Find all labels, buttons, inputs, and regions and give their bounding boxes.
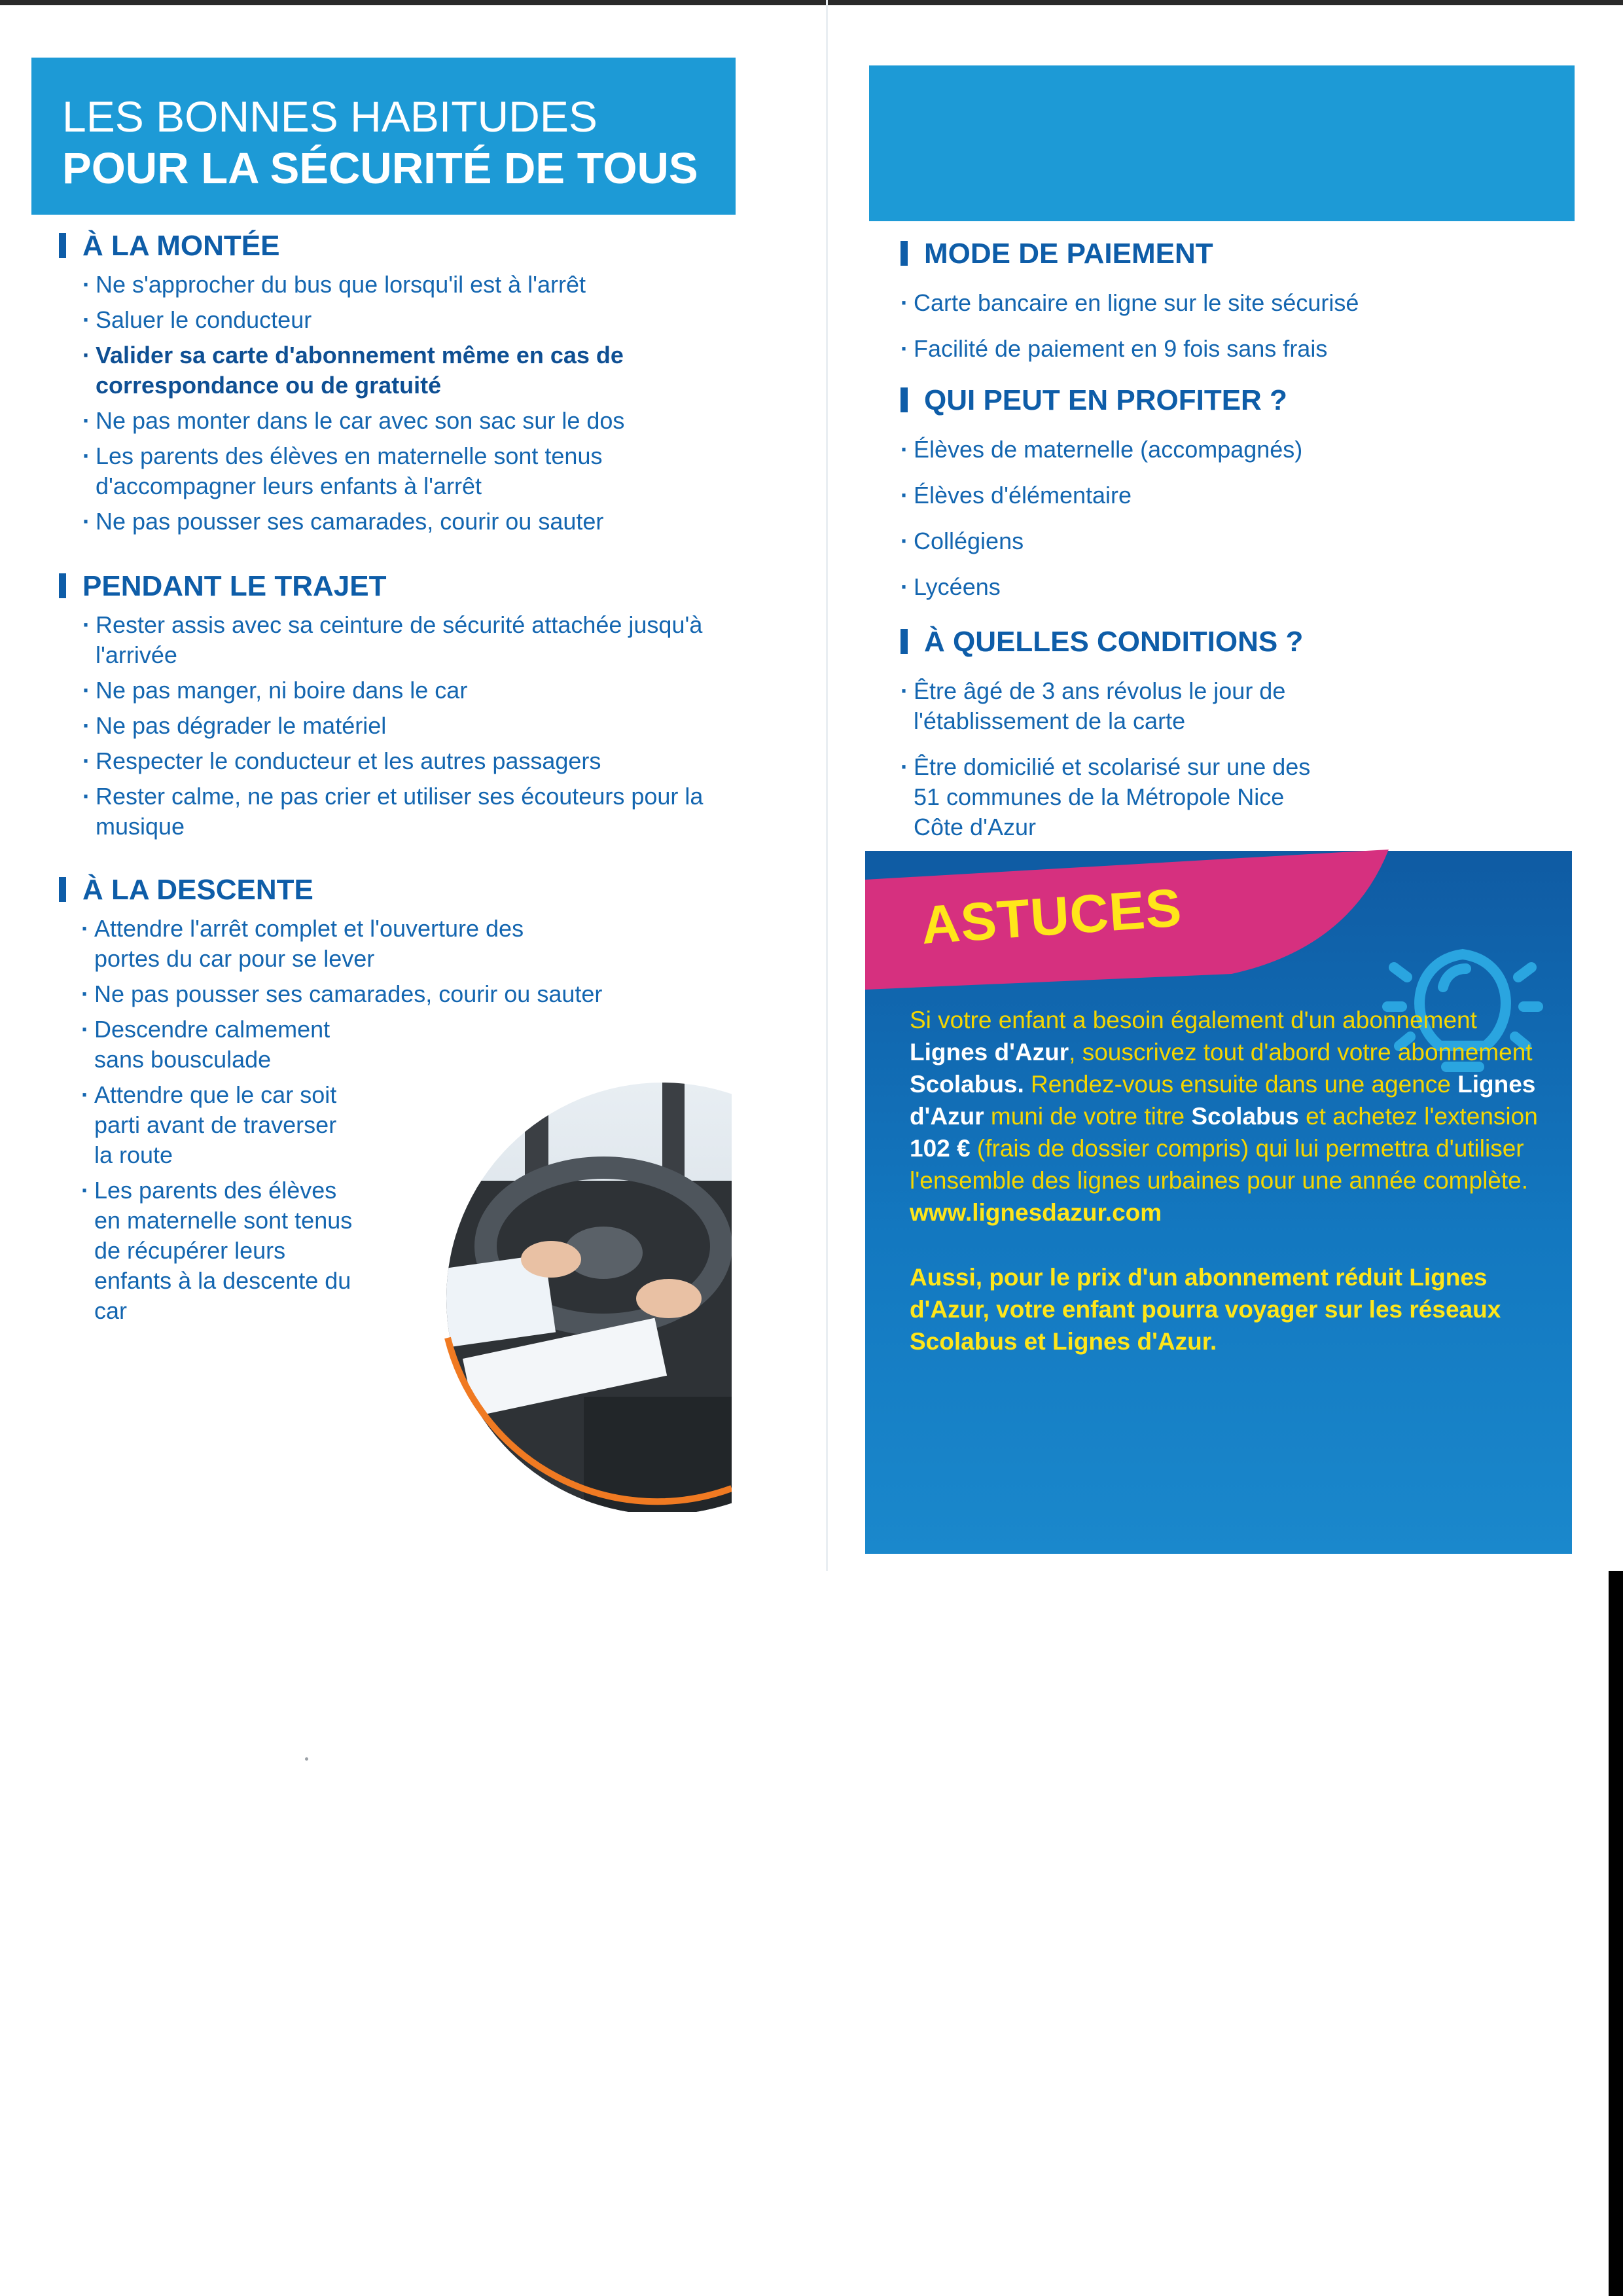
brand-name: Scolabus [1191, 1103, 1299, 1130]
right-header-banner [869, 65, 1575, 221]
list-item: · Facilité de paiement en 9 fois sans frais [901, 334, 1555, 364]
text: (frais de dossier compris) qui lui permettra d'utiliser l'ensemble des lignes urbaines pour une année complète. [910, 1135, 1529, 1194]
list-item: · Élèves de maternelle (accompagnés) [901, 435, 1555, 465]
list-item: · Valider sa carte d'abonnement même en cas de correspondance ou de gratuité [82, 340, 726, 401]
section-paiement [901, 236, 1555, 364]
section-title [901, 624, 1555, 660]
section-profiter [901, 382, 1555, 602]
text: , souscrivez tout d'abord votre abonnement [1069, 1039, 1533, 1066]
brand-name: Lignes d'Azur [910, 1039, 1069, 1066]
list-item: · Rester calme, ne pas crier et utiliser ses écouteurs pour la musique [82, 781, 726, 842]
section-bar [59, 573, 66, 598]
list-item: · Descendre calmement sans bousculade [81, 1014, 369, 1075]
website-link[interactable]: www.lignesdazur.com [910, 1199, 1162, 1226]
list-item: · Saluer le conducteur [82, 305, 726, 335]
price: 102 € [910, 1135, 971, 1162]
text: Si votre enfant a besoin également d'un abonnement [910, 1007, 1477, 1033]
section-trajet [59, 568, 726, 842]
section-title-text: À QUELLES CONDITIONS ? [924, 626, 1304, 658]
scan-speck [305, 1757, 308, 1761]
header-banner [31, 58, 736, 215]
astuces-paragraph-2: Aussi, pour le prix d'un abonnement réduit Lignes d'Azur, votre enfant pourra voyager sur les réseaux Scolabus et Lignes d'Azur. [910, 1264, 1501, 1355]
section-title [59, 872, 726, 908]
list-item: · Carte bancaire en ligne sur le site sécurisé [901, 288, 1555, 318]
section-title [59, 568, 726, 605]
list-item: · Ne pas manger, ni boire dans le car [82, 675, 726, 706]
list-item: · Ne pas pousser ses camarades, courir ou sauter [81, 979, 726, 1009]
list-item: · Élèves d'élémentaire [901, 480, 1555, 511]
header-line2: POUR LA SÉCURITÉ DE TOUS [62, 144, 698, 193]
list-item: · Respecter le conducteur et les autres passagers [82, 746, 726, 776]
scan-edge [1609, 1571, 1623, 2296]
text: muni de votre titre [984, 1103, 1192, 1130]
list-item: · Attendre que le car soit parti avant de traverser la route [81, 1080, 356, 1170]
list-item: · Ne pas monter dans le car avec son sac sur le dos [82, 406, 726, 436]
list-item: · Lycéens [901, 572, 1555, 602]
scan-top-edge [0, 0, 1623, 5]
list-item: · Collégiens [901, 526, 1555, 556]
section-title-text: À LA DESCENTE [82, 874, 313, 906]
bus-driver-illustration [387, 1083, 732, 1512]
section-title [901, 382, 1555, 419]
list-item: · Rester assis avec sa ceinture de sécurité attachée jusqu'à l'arrivée [82, 610, 726, 670]
list-item: · Ne pas dégrader le matériel [82, 711, 726, 741]
section-title [59, 228, 726, 264]
section-bar [901, 629, 908, 654]
header-line1: LES BONNES HABITUDES [62, 92, 597, 141]
list-item: · Ne s'approcher du bus que lorsqu'il est à l'arrêt [82, 270, 726, 300]
list-item: · Ne pas pousser ses camarades, courir ou sauter [82, 507, 726, 537]
astuces-title: ASTUCES [919, 878, 1184, 956]
section-title-text: À LA MONTÉE [82, 230, 280, 262]
section-bar [59, 877, 66, 902]
section-bar [901, 387, 908, 412]
section-title-text: PENDANT LE TRAJET [82, 570, 387, 602]
text: Rendez-vous ensuite dans une agence [1024, 1071, 1458, 1098]
fold-line [826, 0, 828, 1571]
list-item: · Les parents des élèves en maternelle sont tenus de récupérer leurs enfants à la descente du car [81, 1175, 369, 1326]
astuces-paragraph [910, 1004, 1538, 1229]
brand-name: Lignes d'Azur [910, 1071, 1536, 1130]
section-title-text: MODE DE PAIEMENT [924, 238, 1213, 270]
section-title-text: QUI PEUT EN PROFITER ? [924, 384, 1287, 416]
list-item: · Être âgé de 3 ans révolus le jour de l'établissement de la carte [901, 676, 1306, 736]
section-conditions [901, 624, 1555, 842]
list-item: · Être domicilié et scolarisé sur une des 51 communes de la Métropole Nice Côte d'Azur [901, 752, 1319, 842]
astuces-text [910, 1004, 1538, 1357]
brand-name: Scolabus. [910, 1071, 1024, 1098]
list-item: · Attendre l'arrêt complet et l'ouverture des portes du car pour se lever [81, 914, 565, 974]
text: et achetez l'extension [1298, 1103, 1538, 1130]
list-item: · Les parents des élèves en maternelle sont tenus d'accompagner leurs enfants à l'arrêt [82, 441, 726, 501]
section-title [901, 236, 1555, 272]
section-montee [59, 228, 726, 537]
section-bar [901, 241, 908, 266]
section-bar [59, 233, 66, 258]
